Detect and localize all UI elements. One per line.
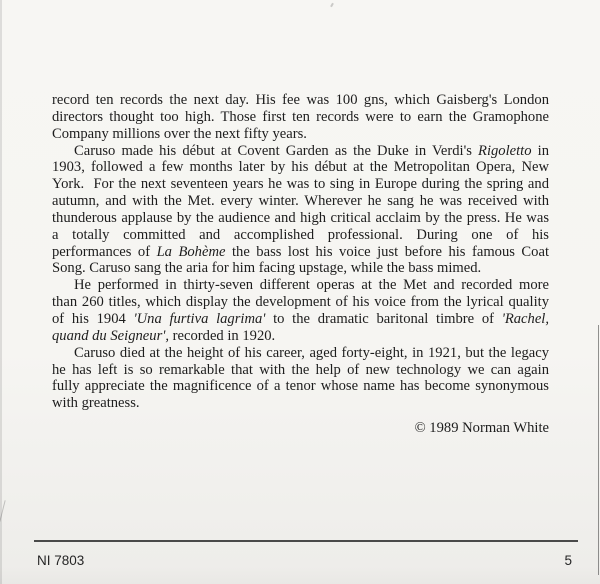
text-line	[52, 193, 549, 210]
text-line	[52, 311, 549, 328]
text-line	[52, 227, 549, 244]
text-segment: 1903, followed a few months later by his début at the Metropolitan Opera, New	[52, 159, 549, 176]
text-segment: thunderous applause by the audience and high critical acclaim by the press. He was	[52, 209, 549, 226]
text-line	[52, 294, 549, 311]
scan-speck-artifact	[330, 3, 334, 7]
text-line	[52, 277, 549, 294]
text-segment: to the dramatic baritonal timbre of	[265, 310, 502, 327]
text-segment: the bass lost his voice just before his famous Coat	[225, 243, 549, 260]
text-segment: directors thought too high. Those first ten records were to earn the Gramophone	[52, 108, 549, 125]
text-segment: of his 1904	[52, 310, 134, 327]
text-segment: a totally committed and accomplished professional. During one of his	[52, 226, 549, 243]
catalog-number: NI 7803	[37, 553, 85, 568]
text-line	[52, 109, 549, 126]
text-line	[52, 159, 549, 176]
text-line	[52, 345, 549, 362]
text-line	[52, 328, 549, 345]
text-line	[52, 210, 549, 227]
text-line	[52, 395, 549, 412]
text-line	[52, 143, 549, 160]
scan-left-edge-artifact	[0, 0, 2, 584]
text-segment: with greatness.	[52, 395, 140, 412]
italic-text-segment: Rigoletto	[478, 142, 532, 159]
text-line	[52, 92, 549, 109]
italic-text-segment: quand du Seigneur',	[52, 327, 170, 344]
text-segment: autumn, and with the Met. every winter. Wherever he sang he was received with	[52, 193, 549, 210]
text-line	[52, 176, 549, 193]
page-number: 5	[564, 553, 572, 568]
text-line	[52, 126, 549, 143]
text-line	[52, 244, 549, 261]
text-line	[52, 378, 549, 395]
text-segment: Caruso died at the height of his career, aged forty-eight, in 1921, but the legacy	[74, 344, 549, 361]
text-line	[52, 260, 549, 277]
text-segment: he has left is so remarkable that with the help of new technology we can again	[52, 361, 549, 378]
text-segment: than 260 titles, which display the development of his voice from the lyrical quality	[52, 294, 549, 311]
text-segment: Company millions over the next fifty years.	[52, 125, 307, 142]
text-segment: in	[531, 142, 549, 159]
footer-divider	[34, 540, 578, 542]
text-segment: Song. Caruso sang the aria for him facing upstage, while the bass mimed.	[52, 260, 482, 277]
text-segment: Caruso made his début at Covent Garden as the Duke in Verdi's	[74, 142, 479, 159]
italic-text-segment: La Bohème	[156, 243, 226, 260]
scan-right-edge-artifact	[598, 325, 600, 575]
text-segment: He performed in thirty-seven different operas at the Met and recorded more	[74, 277, 549, 294]
italic-text-segment: 'Una furtiva lagrima'	[133, 310, 266, 327]
text-segment: performances of	[52, 243, 157, 260]
text-segment: York. For the next seventeen years he was to sing in Europe during the spring and	[52, 176, 549, 193]
text-segment: fully appreciate the magnificence of a tenor whose name has become synonymous	[52, 378, 549, 395]
text-line	[52, 362, 549, 379]
text-segment: record ten records the next day. His fee was 100 gns, which Gaisberg's London	[52, 92, 549, 108]
italic-text-segment: 'Rachel,	[501, 310, 549, 327]
body-text	[52, 92, 549, 412]
copyright-credit: © 1989 Norman White	[414, 420, 549, 436]
text-segment: recorded in 1920.	[169, 327, 276, 344]
